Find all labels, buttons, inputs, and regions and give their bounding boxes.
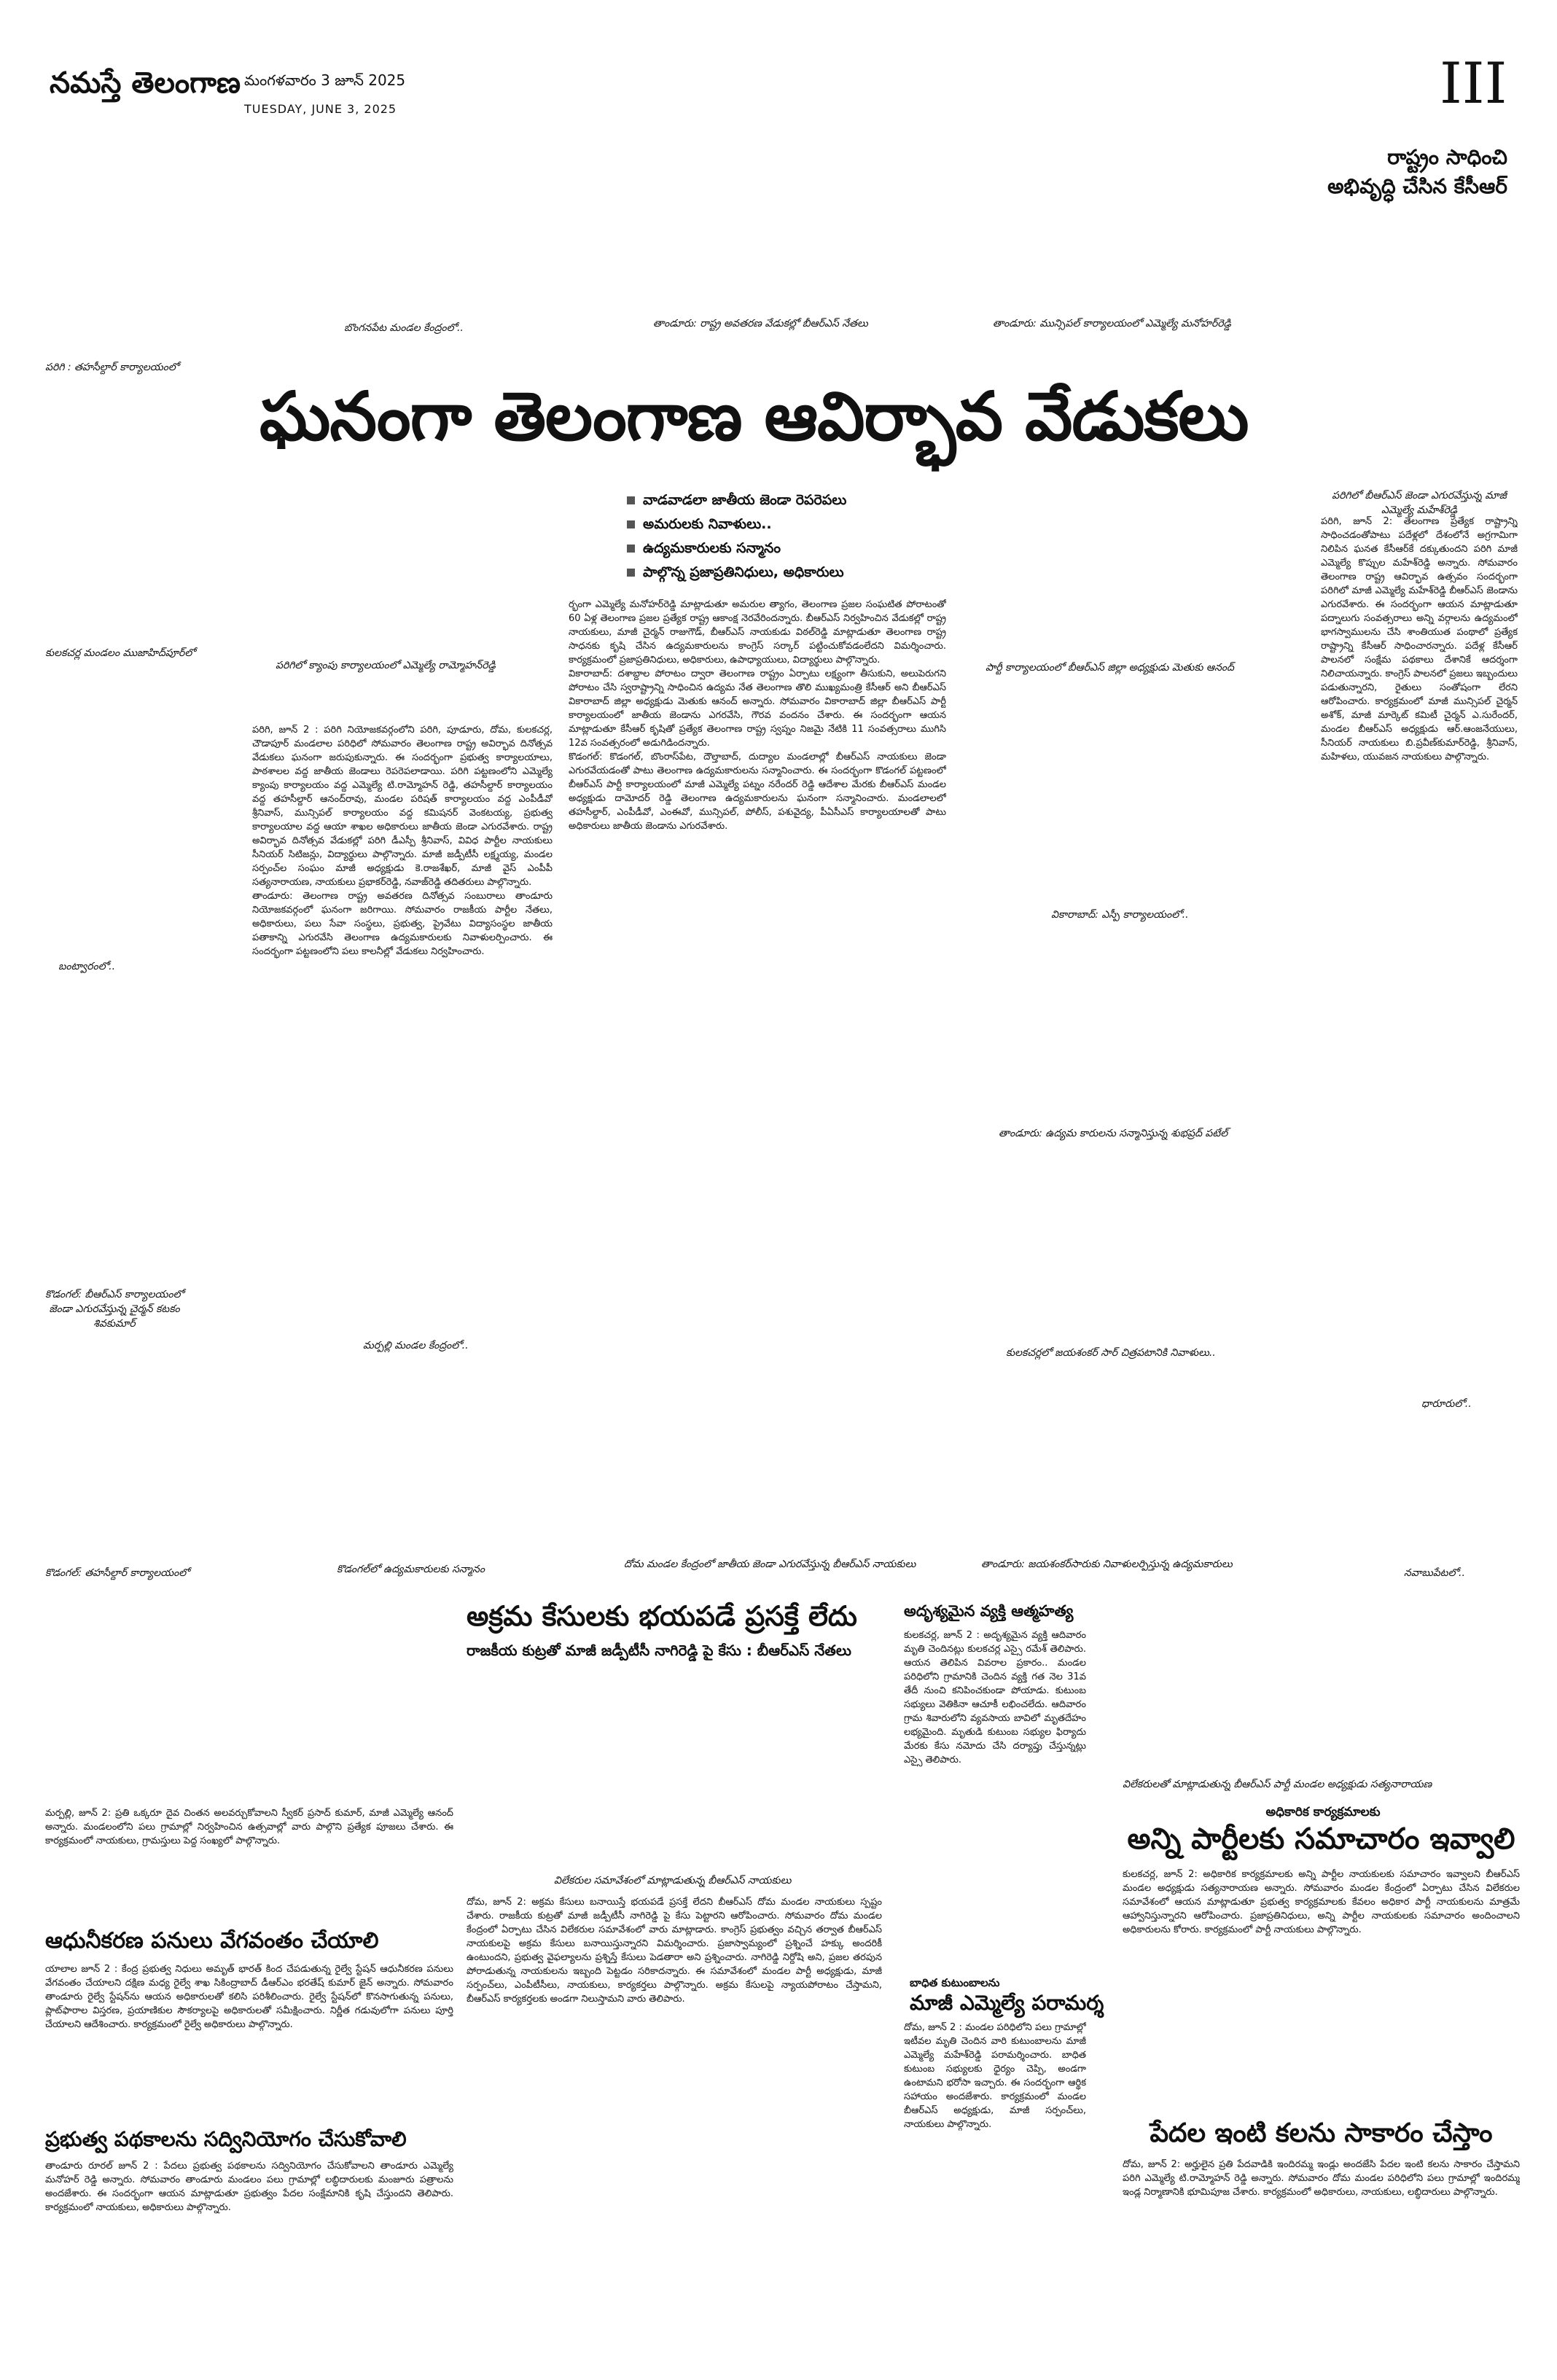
side-heading-line-2: అభివృద్ధి చేసిన కేసీఆర్ <box>1327 174 1507 198</box>
photo-caption-press-meet: విలేకరుల సమావేశంలో మాట్లాడుతున్న బీఆర్ఎస్ నాయకులు <box>554 1875 792 1887</box>
masthead-date-telugu: మంగళవారం 3 జూన్ 2025 <box>244 71 406 89</box>
photo-caption-parigi-right: పరిగిలో బీఆర్ఎస్ జెండా ఎగురవేస్తున్న మాజీ ఎమ్మెల్యే మహేశ్‌రెడ్డి <box>1332 490 1507 516</box>
story-consolation-body: దోమ, జూన్ 2 : మండల పరిధిలోని పలు గ్రామాల్లో ఇటీవల మృతి చెందిన వారి కుటుంబాలను మాజీ ఎమ్మెల్యే మహేశ్‌రెడ్డి పరామర్శించారు. బాధిత కుటుంబ సభ్యులకు ధైర్యం చెప్పి, అండగా ఉంటామని భరోసా ఇచ్చారు. ఈ సందర్భంగా ఆర్థిక సహాయం అందజేశారు. కార్యక్రమంలో మండల బీఆర్ఎస్ అధ్యక్షుడు, మాజీ సర్పంచ్‌లు, నాయకులు పాల్గొన్నారు. <box>904 2022 1086 2130</box>
story-marpally-body: మర్పల్లి, జూన్ 2: ప్రతి ఒక్కరూ దైవ చింతన అలవర్చుకోవాలని స్వీకర్ ప్రసాద్ కుమార్, మాజీ ఎమ్మెల్యే ఆనంద్ అన్నారు. మండలంలోని పలు గ్రామాల్లో నిర్వహించిన ఉత్సవాల్లో వారు పాల్గొని ప్రత్యేక పూజలు చేశారు. ఈ కార్యక్రమంలో నాయకులు, గ్రామస్తులు పెద్ద సంఖ్యలో పాల్గొన్నారు. <box>45 1808 453 1846</box>
story-consolation-headline: మాజీ ఎమ్మెల్యే పరామర్శ <box>910 1991 1104 2015</box>
photo-caption-tandur-municipal: తాండూరు: మున్సిపల్ కార్యాలయంలో ఎమ్మెల్యే మనోహర్‌రెడ్డి <box>993 318 1231 329</box>
photo-caption-doma: దోమ మండల కేంద్రంలో జాతీయ జెండా ఎగురవేస్తున్న బీఆర్ఎస్ నాయకులు <box>624 1558 916 1570</box>
photo-caption-marpally: మర్పల్లి మండల కేంద్రంలో.. <box>363 1340 469 1351</box>
photo-caption-kulkacharla: కులకచర్ల మండలం ముజాహిద్‌పూర్‌లో <box>45 647 195 659</box>
photo-caption-tandur-state: తాండూరు: రాష్ట్ర అవతరణ వేడుకల్లో బీఆర్ఎస్ నేతలు <box>653 318 868 329</box>
masthead-date-english: TUESDAY, JUNE 3, 2025 <box>244 102 397 116</box>
main-headline: ఘనంగా తెలంగాణ ఆవిర్భావ వేడుకలు <box>260 378 1249 456</box>
photo-caption-tandur-jayashankar: తాండూరు: జయశంకర్‌సారుకు నివాళులర్పిస్తున్న ఉద్యమకారులు <box>981 1558 1233 1570</box>
story-houses-headline: పేదల ఇంటి కలను సాకారం చేస్తాం <box>1150 2118 1493 2148</box>
photo-caption-vikarabad-sp: వికారాబాద్: ఎస్పీ కార్యాలయంలో.. <box>1051 909 1189 921</box>
masthead-title: నమస్తే తెలంగాణ <box>50 66 241 100</box>
page-number: III <box>1440 51 1507 117</box>
bullet-item: వాడవాడలా జాతీయ జెండా రెపరెపలు <box>627 488 1006 512</box>
story-info-kicker: అధికారిక కార్యక్రమాలకు <box>1265 1805 1381 1819</box>
story-houses-body: దోమ, జూన్ 2: అర్హులైన ప్రతి పేదవాడికి ఇందిరమ్మ ఇండ్లు అందజేసి పేదల ఇంటి కలను సాకారం చేస్తామని పరిగి ఎమ్మెల్యే టి.రామ్మోహన్ రెడ్డి అన్నారు. సోమవారం దోమ మండల పరిధిలోని పలు గ్రామాల్లో ఇందిరమ్మ ఇండ్ల నిర్మాణానికి భూమిపూజ చేశారు. కార్యక్రమంలో అధికారులు, నాయకులు, లబ్ధిదారులు పాల్గొన్నారు. <box>1123 2159 1520 2198</box>
photo-caption-vikarabad-ias: విలేకరులతో మాట్లాడుతున్న బీఆర్ఎస్ పార్టీ మండల అధ్యక్షుడు సత్యనారాయణ <box>1123 1779 1432 1790</box>
photo-caption-tandur-udyama: తాండూరు: ఉద్యమ కారులను సన్మానిస్తున్న శుభప్రద్ పటేల్ <box>999 1128 1228 1139</box>
side-heading <box>1274 143 1507 201</box>
photo-caption-party-office: పార్టీ కార్యాలయంలో బీఆర్ఎస్ జిల్లా అధ్యక్షుడు మెతుకు ఆనంద్ <box>986 662 1234 674</box>
main-story-column-2: ర్భంగా ఎమ్మెల్యే మనోహర్‌రెడ్డి మాట్లాడుతూ అమరుల త్యాగం, తెలంగాణ ప్రజల సంఘటిత పోరాటంతో 60 ఏళ్ల తెలంగాణ ప్రజల ప్రత్యేక రాష్ట్ర ఆకాంక్ష నెరవేరిందన్నారు. బీఆర్ఎస్ నిర్వహించిన వేడుకల్లో రాష్ట్ర నాయకులు, మాజీ చైర్మన్ రాజుగౌడ్, బీఆర్ఎస్ నాయకుడు విఠల్‌రెడ్డి మాట్లాడుతూ తెలంగాణ రాష్ట్ర సాధనకు కృషి చేసిన ఉద్యమకారులను కాంగ్రెస్ సర్కార్ పట్టించుకోవడంలేదని విమర్శించారు. కార్యక్రమంలో ప్రజాప్రతినిధులు, అధికారులు, ఉపాధ్యాయులు, విద్యార్థులు పాల్గొన్నారు. వికారాబాద్: దశాబ్దాల పోరాటం ద్వారా తెలంగాణ రాష్ట్రం ఏర్పాటు లక్ష్యంగా తీసుకుని, అలుపెరుగని పోరాటం చేసి స్వరాష్ట్రాన్ని సాధించిన ఉద్యమ నేత తెలంగాణ తొలి ముఖ్యమంత్రి కేసీఆర్ అని బీఆర్ఎస్ వికారాబాద్ జిల్లా అధ్యక్షుడు మెతుకు ఆనంద్ అన్నారు. సోమవారం వికారాబాద్ జిల్లా బీఆర్ఎస్ పార్టీ కార్యాలయంలో జాతీయ జెండాను ఎగరవేసి, గౌరవ వందనం చేశారు. ఈ సందర్భంగా ఆయన మాట్లాడుతూ కేసీఆర్ కృషితో ప్రత్యేక తెలంగాణ రాష్ట్ర స్వప్నం నిజమై నేటికి 11 సంవత్సరాలు ముగిసి 12వ సంవత్సరంలో అడుగిడిందన్నారు. కొడంగల్: కొడంగల్, బొంరాస్‌పేట, దౌల్తాబాద్, దుద్యాల మండలాల్లో బీఆర్ఎస్ నాయకులు జెండా ఎగురవేయడంతో పాటు తెలంగాణ ఉద్యమకారులను సన్మానించారు. ఈ సందర్భంగా కొడంగల్ పట్టణంలో బీఆర్ఎస్ పార్టీ కార్యాలయంలో మాజీ ఎమ్మెల్యే పట్నం నరేందర్ రెడ్డి ఆదేశాల మేరకు బీఆర్ఎస్ మండల అధ్యక్షుడు దామోదర్ రెడ్డి తెలంగాణ ఉద్యమకారులను ఘనంగా సన్మానించారు. మండలాలలో తహసీల్దార్, ఎంపీడీవో, ఎంఈవో, మున్సిపల్, పోలీస్, పశువైద్య, పీఏసీఎస్ కార్యాలయాలతో పాటు అధికారులు జాతీయ జెండాను ఎగురవేశారు. <box>569 599 946 832</box>
story-consolation-kicker: బాధిత కుటుంబాలను <box>910 1976 1000 1989</box>
main-story-column-1: పరిగి, జూన్ 2 : పరిగి నియోజకవర్గంలోని పరిగి, పూడూరు, దోమ, కులకచర్ల, చౌడాపూర్ మండలాల పరిధిలో సోమవారం తెలంగాణ రాష్ట్ర అవిర్భావ దినోత్సవ వేడుకలు ఘనంగా జరుపుకున్నారు. ఈ సందర్భంగా ప్రభుత్వ కార్యాలయాలు, పాఠశాలల వద్ద జాతీయ జెండాలు రెపరెపలాడాయి. పరిగి పట్టణంలోని ఎమ్మెల్యే క్యాంపు కార్యాలయం వద్ద ఎమ్మెల్యే టి.రామ్మోహన్ రెడ్డి, తహసీల్దార్ కార్యాలయం వద్ద తహసీల్దార్ ఆనంద్‌రావు, మండల పరిషత్ కార్యాలయం వద్ద ఎంపీడీవో శ్రీనివాస్, మున్సిపల్ కార్యాలయం వద్ద కమిషనర్ వెంకటయ్య, ప్రభుత్వ కార్యాలయాల వద్ద ఆయా శాఖల అధికారులు జాతీయ జెండా ఎగురవేశారు. రాష్ట్ర అవిర్భావ దినోత్సవ వేడుకల్లో పరిగి డీఎస్పీ శ్రీనివాస్, వివిధ పార్టీల నాయకులు సీనియర్ సిటిజన్లు, విద్యార్థులు పాల్గొన్నారు. మాజీ జడ్పీటీసీ లక్ష్మయ్య, మండల సర్పంచ్‌ల సంఘం మాజీ అధ్యక్షుడు కె.రాజశేఖర్, మాజీ వైస్ ఎంపీపీ సత్యనారాయణ, నాయకులు ప్రభాకర్‌రెడ్డి, నవాజ్‌రెడ్డి తదితరులు పాల్గొన్నారు. తాండూరు: తెలంగాణ రాష్ట్ర అవతరణ దినోత్సవ సంబురాలు తాండూరు నియోజకవర్గంలో ఘనంగా జరిగాయి. సోమవారం రాజకీయ పార్టీల నేతలు, అధికారులు, పలు సేవా సంస్థలు, ప్రభుత్వ, ప్రైవేటు విద్యాసంస్థల జాతీయ పతాకాన్ని ఎగురవేసి తెలంగాణ ఉద్యమకారులకు నివాళులర్పించారు. ఈ సందర్భంగా పట్టణంలోని పలు కాలనీల్లో వేడుకలు నిర్వహించారు. <box>252 725 553 957</box>
story-cases-headline: అక్రమ కేసులకు భయపడే ప్రసక్తే లేదు <box>467 1600 857 1632</box>
bullet-item: ఉద్యమకారులకు సన్మానం <box>627 537 1006 561</box>
photo-caption-parigi-tahsildar: పరిగి : తహసీల్దార్ కార్యాలయంలో <box>45 362 179 373</box>
photo-caption-dharur: ధారూరులో.. <box>1421 1398 1472 1410</box>
bullet-item: పాల్గొన్న ప్రజాప్రతినిధులు, అధికారులు <box>627 561 1006 585</box>
photo-caption-bantwaram: బంట్వారంలో.. <box>58 961 116 972</box>
story-cases-subhead: రాజకీయ కుట్రతో మాజీ జడ్పీటీసీ నాగిరెడ్డి పై కేసు : బీఆర్ఎస్ నేతలు <box>467 1642 851 1659</box>
bullet-item: అమరులకు నివాళులు.. <box>627 512 1006 537</box>
story-schemes-headline: ప్రభుత్వ పథకాలను సద్వినియోగం చేసుకోవాలి <box>45 2127 407 2151</box>
photo-caption-kodangal-honour: కొడంగల్‌లో ఉద్యమకారులకు సన్మానం <box>337 1564 485 1575</box>
story-suicide-body: కులకచర్ల, జూన్ 2 : అదృశ్యమైన వ్యక్తి ఆదివారం మృతి చెందినట్లు కులకచర్ల ఎస్సై రమేశ్ తెలిపారు. ఆయన తెలిపిన వివరాల ప్రకారం.. మండల పరిధిలోని గ్రామానికి చెందిన వ్యక్తి గత నెల 31వ తేదీ నుంచి కనిపించకుండా పోయాడు. కుటుంబ సభ్యులు వెతికినా ఆచూకీ లభించలేదు. ఆదివారం గ్రామ శివారులోని వ్యవసాయ బావిలో మృతదేహం లభ్యమైంది. మృతుడి కుటుంబ సభ్యుల ఫిర్యాదు మేరకు కేసు నమోదు చేసి దర్యాప్తు చేస్తున్నట్లు ఎస్సై తెలిపారు. <box>904 1630 1086 1766</box>
story-schemes-body: తాండూరు రూరల్ జూన్ 2 : పేదలు ప్రభుత్వ పథకాలను సద్వినియోగం చేసుకోవాలని తాండూరు ఎమ్మెల్యే మనోహర్ రెడ్డి అన్నారు. సోమవారం తాండూరు మండలం పలు గ్రామాల్లో లబ్ధిదారులకు మంజూరు పత్రాలను అందజేశారు. ఈ సందర్భంగా ఆయన మాట్లాడుతూ ప్రభుత్వం పేదల సంక్షేమానికి కృషి చేస్తుందని తెలిపారు. కార్యక్రమంలో నాయకులు, అధికారులు పాల్గొన్నారు. <box>45 2161 453 2213</box>
photo-caption-nawabpet: నవాబుపేటలో.. <box>1404 1567 1465 1579</box>
photo-caption-kodangal-tahsildar: కొడంగల్: తహసీల్దార్ కార్యాలయంలో <box>45 1567 190 1579</box>
story-modern-headline: ఆధునీకరణ పనులు వేగవంతం చేయాలి <box>45 1928 379 1954</box>
photo-caption-bommalaramaram: బొంగనపేట మండల కేంద్రంలో.. <box>344 322 464 334</box>
story-modern-body: యాలాల జూన్ 2 : కేంద్ర ప్రభుత్వ నిధులు అమృత్ భారత్ కింద చేపడుతున్న రైల్వే స్టేషన్ ఆధునీకరణ పనులు వేగవంతం చేయాలని దక్షిణ మధ్య రైల్వే శాఖ సికింద్రాబాద్ డీఆర్ఎం భరతేష్ కుమార్ జైన్ అన్నారు. సోమవారం తాండూరు రైల్వే స్టేషన్‌ను ఆయన అధికారులతో కలిసి పరిశీలించారు. రైల్వే స్టేషన్‌లో కొనసాగుతున్న పనులు, ప్లాట్‌ఫారాల విస్తరణ, ప్రయాణికుల సౌకర్యాలపై అధికారులతో సమీక్షించారు. నిర్ణీత గడువులోగా పనులు పూర్తి చేయాలని ఆదేశించారు. కార్యక్రమంలో రైల్వే అధికారులు పాల్గొన్నారు. <box>45 1964 453 2030</box>
story-suicide-headline: అదృశ్యమైన వ్యక్తి ఆత్మహత్య <box>904 1602 1074 1620</box>
headline-bullets <box>627 488 1006 585</box>
main-story-column-3: పరిగి, జూన్ 2: తెలంగాణ ప్రత్యేక రాష్ట్రాన్ని సాధించడంతోపాటు పదేళ్లలో దేశంలోనే అగ్రగామిగా నిలిపిన ఘనత కేసీఆర్‌కే దక్కుతుందని పరిగి మాజీ ఎమ్మెల్యే కొప్పుల మహేశ్‌రెడ్డి అన్నారు. సోమవారం తెలంగాణ రాష్ట్ర ఆవిర్భావ ఉత్సవం సందర్భంగా పరిగిలో మాజీ ఎమ్మెల్యే మహేశ్‌రెడ్డి బీఆర్ఎస్ జెండాను ఎగురవేశారు. ఈ సందర్భంగా ఆయన మాట్లాడుతూ పద్నాలుగు సంవత్సరాలు అన్ని వర్గాలను ఉద్యమంలో భాగస్వాములను చేసి శాంతియుత పంథాలో ప్రత్యేక రాష్ట్రాన్ని కేసీఆర్ సాధించారన్నారు. పదేళ్ల కేసీఆర్ పాలనలో సంక్షేమ పథకాలు దేశానికే ఆదర్శంగా నిలిచాయన్నారు. కాంగ్రెస్ పాలనలో ప్రజలు ఇబ్బందులు పడుతున్నారని, రైతులు సంతోషంగా లేరని ఆరోపించారు. కార్యక్రమంలో మాజీ మున్సిపల్ చైర్మన్ అశోక్, మాజీ మార్కెట్ కమిటీ చైర్మన్ ఎ.సురేందర్, మండల బీఆర్ఎస్ అధ్యక్షుడు ఆర్.ఆంజనేయులు, సీనియర్ నాయకులు బి.ప్రవీణ్‌కుమార్‌రెడ్డి, శ్రీనివాస్, మహిళలు, యువజన నాయకులు పాల్గొన్నారు. <box>1321 516 1518 762</box>
side-heading-line-1: రాష్ట్రం సాధించి <box>1387 145 1507 169</box>
story-info-headline: అన్ని పార్టీలకు సమాచారం ఇవ్వాలి <box>1127 1822 1515 1856</box>
story-info-body: కులకచర్ల, జూన్ 2: అధికారిక కార్యక్రమాలకు అన్ని పార్టీల నాయకులకు సమాచారం ఇవ్వాలని బీఆర్ఎస్ మండల అధ్యక్షుడు సత్యనారాయణ అన్నారు. సోమవారం మండల కేంద్రంలో ఏర్పాటు చేసిన విలేకరుల సమావేశంలో ఆయన మాట్లాడుతూ ప్రభుత్వ కార్యక్రమాలకు కేవలం అధికార పార్టీ నాయకులను మాత్రమే ఆహ్వానిస్తున్నారని ఆరోపించారు. ప్రజాప్రతినిధులు, అన్ని పార్టీల నాయకులకు సమాచారం అందించాలని అధికారులను కోరారు. కార్యక్రమంలో పార్టీ నాయకులు పాల్గొన్నారు. <box>1123 1869 1520 1935</box>
story-cases-body: దోమ, జూన్ 2: అక్రమ కేసులు బనాయిస్తే భయపడే ప్రసక్తే లేదని బీఆర్ఎస్ దోమ మండల నాయకులు స్పష్టం చేశారు. రాజకీయ కుట్రతో మాజీ జడ్పీటీసీ నాగిరెడ్డి పై కేసు పెట్టారని ఆరోపించారు. సోమవారం దోమ మండల కేంద్రంలో ఏర్పాటు చేసిన విలేకరుల సమావేశంలో వారు మాట్లాడారు. కాంగ్రెస్ ప్రభుత్వం వచ్చిన తర్వాత బీఆర్ఎస్ నాయకులపై అక్రమ కేసులు బనాయిస్తున్నారని విమర్శించారు. ప్రజాస్వామ్యంలో ప్రశ్నించే హక్కు అందరికీ ఉంటుందని, ప్రభుత్వ వైఫల్యాలను ప్రశ్నిస్తే కేసులు పెడతారా అని ప్రశ్నించారు. నాగిరెడ్డి నిర్దోషి అని, ప్రజల తరపున పోరాడుతున్న నాయకులను ఇబ్బంది పెట్టడం సరికాదన్నారు. ఈ సమావేశంలో మండల పార్టీ అధ్యక్షుడు, మాజీ సర్పంచ్‌లు, ఎంపీటీసీలు, నాయకులు, కార్యకర్తలు పాల్గొన్నారు. అక్రమ కేసులపై న్యాయపోరాటం చేస్తామని, బీఆర్ఎస్ కార్యకర్తలకు అండగా నిలుస్తామని వారు తెలిపారు. <box>467 1897 882 2005</box>
photo-caption-kulkacharla-jayashankar: కులకచర్లలో జయశంకర్ సార్ చిత్రపటానికి నివాళులు.. <box>1006 1347 1216 1359</box>
photo-caption-parigi-camp: పరిగిలో క్యాంపు కార్యాలయంలో ఎమ్మెల్యే రామ్మోహన్‌రెడ్డి <box>276 660 496 671</box>
photo-caption-kodangal: కొడంగల్: బీఆర్ఎస్ కార్యాలయంలో జెండా ఎగురవేస్తున్న చైర్మన్ కటకం శివకుమార్ <box>45 1289 184 1330</box>
